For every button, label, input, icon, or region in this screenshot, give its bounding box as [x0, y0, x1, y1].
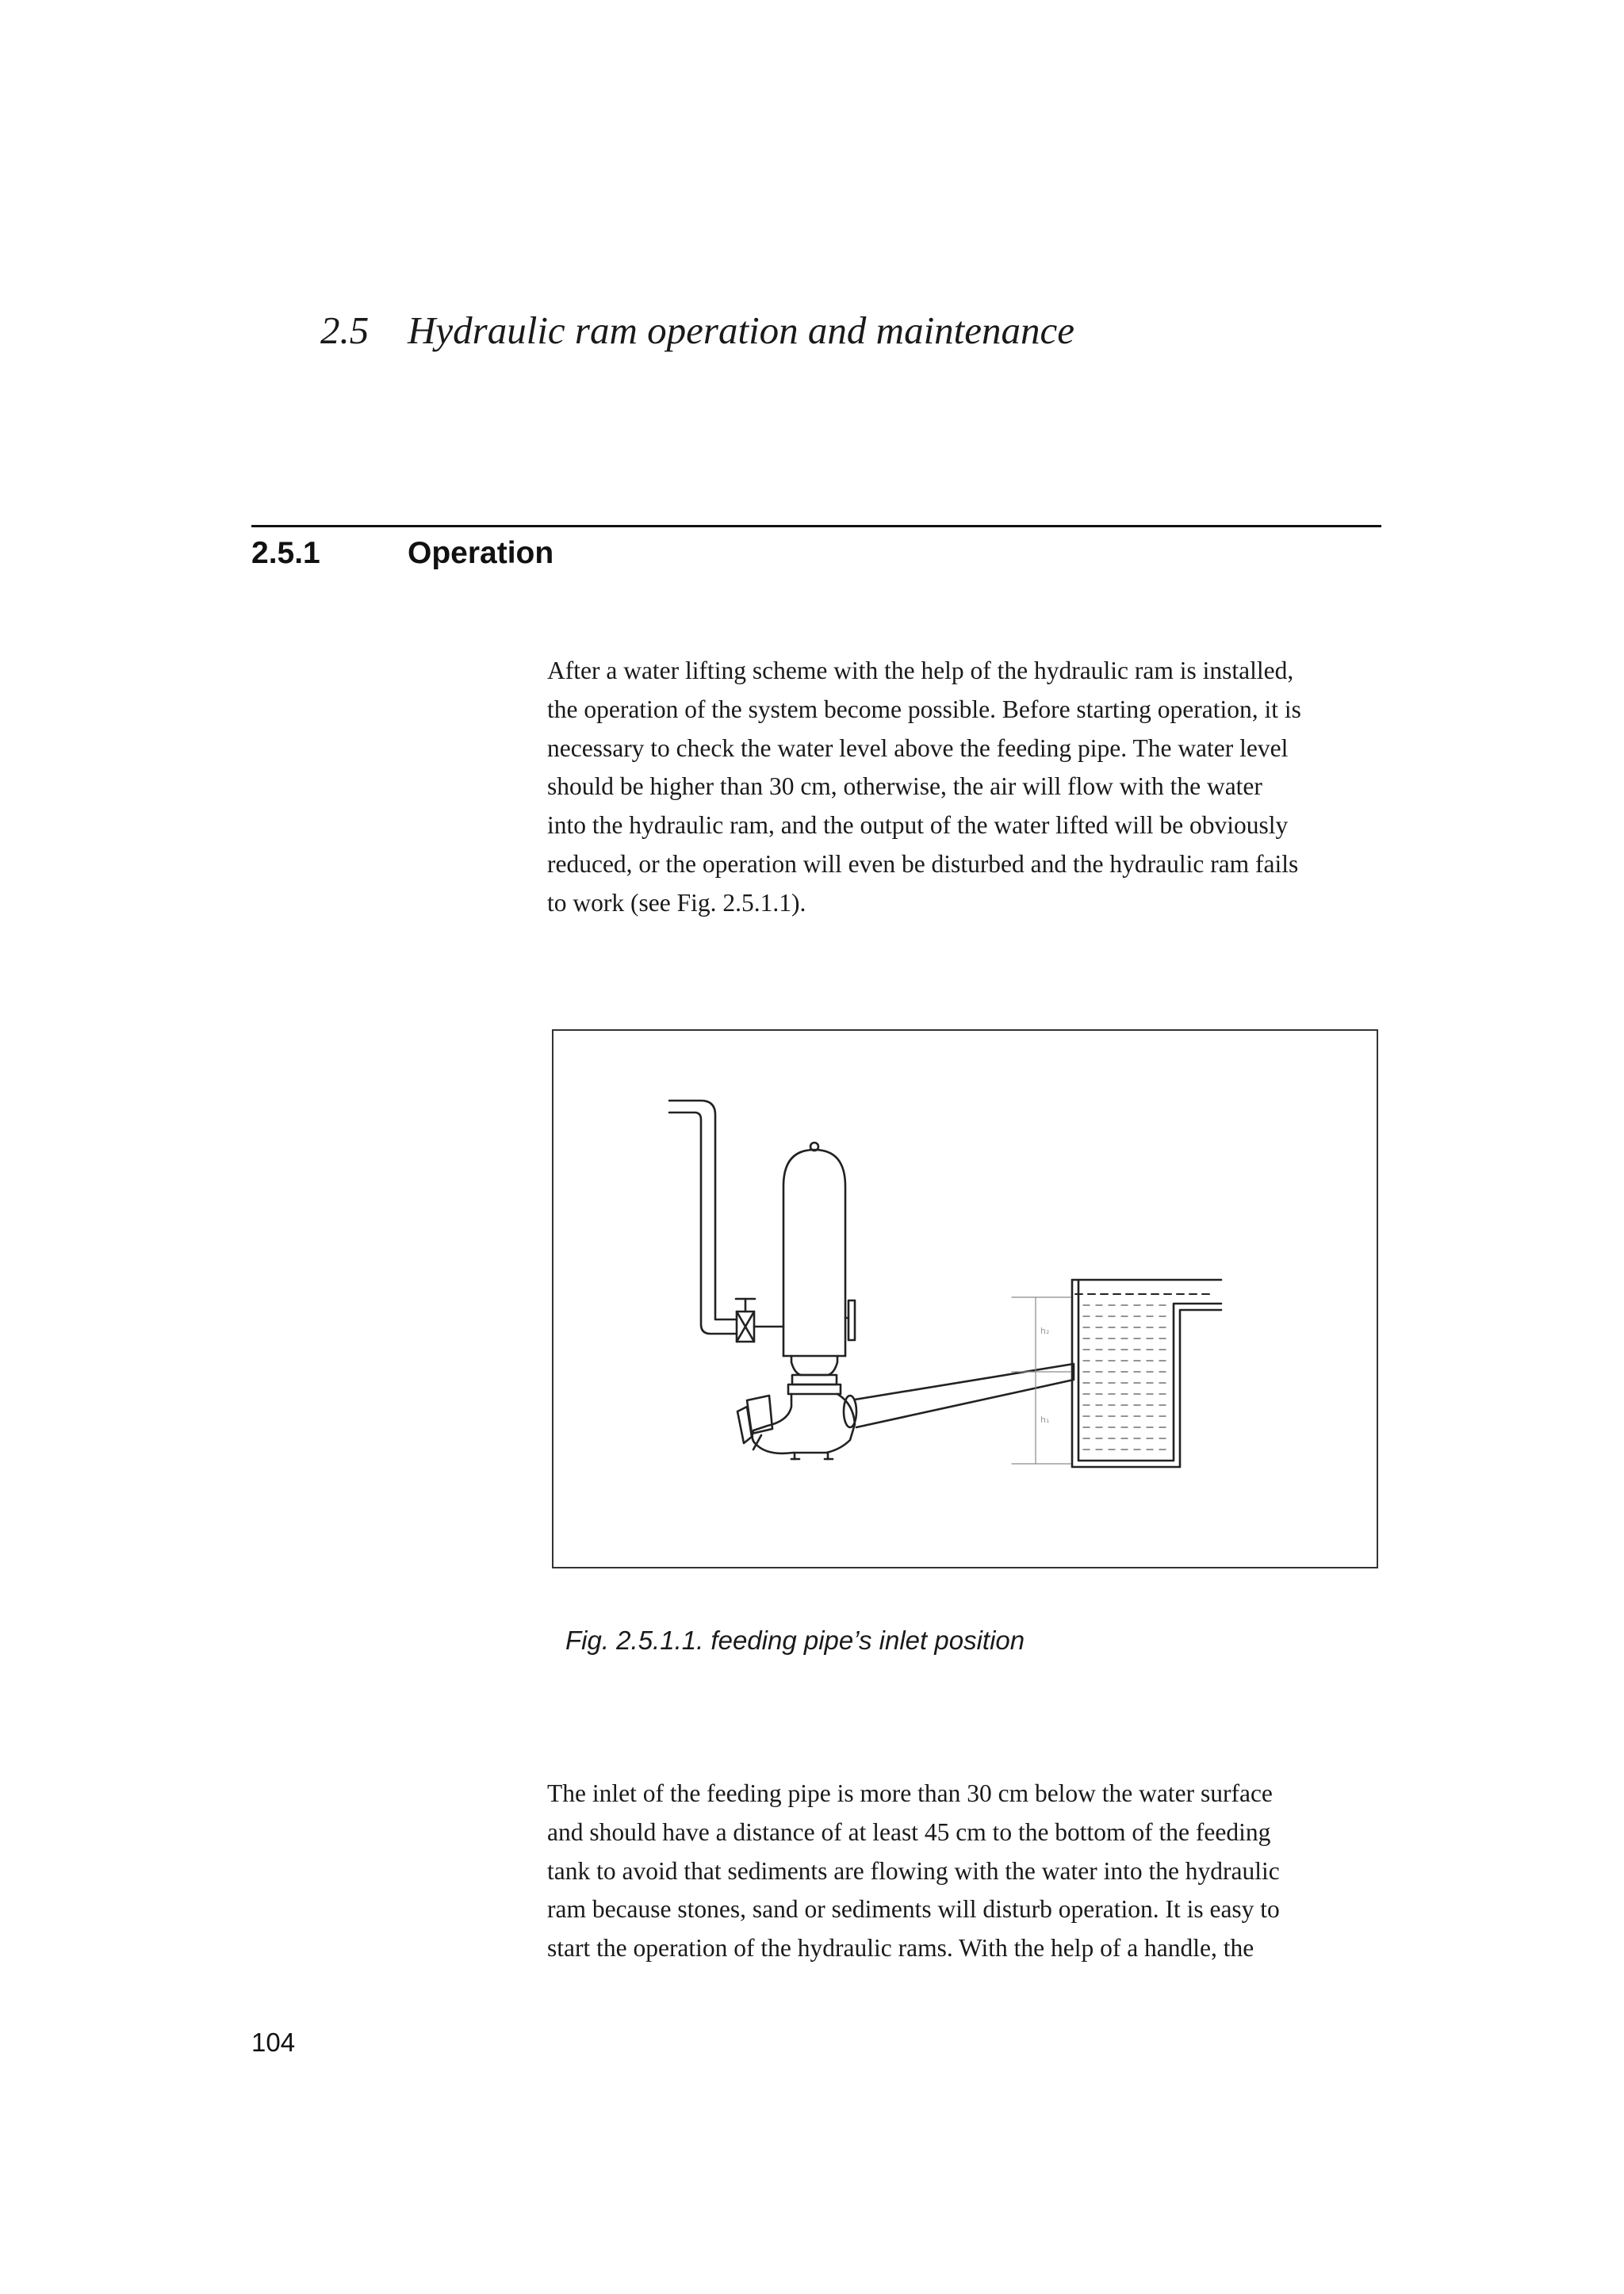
paragraph-feeding-pipe: [547, 1775, 1396, 1968]
text-line: into the hydraulic ram, and the output of the water lifted will be obviously: [547, 811, 1289, 840]
text-line: ram because stones, sand or sediments will disturb operation. It is easy to: [547, 1895, 1280, 1924]
delivery-pipe-inner: [669, 1113, 737, 1334]
dimension-lines: [1012, 1297, 1071, 1464]
text-line: should be higher than 30 cm, otherwise, the air will flow with the water: [547, 772, 1262, 801]
text-line: The inlet of the feeding pipe is more than 30 cm below the water surface: [547, 1779, 1273, 1807]
dimension-label-h1: h₁: [1040, 1415, 1050, 1425]
text-line: to work (see Fig. 2.5.1.1).: [547, 888, 806, 917]
water-lines: [1083, 1305, 1170, 1450]
page-number: 104: [251, 2028, 296, 2057]
subsection-number: 2.5.1: [251, 536, 320, 570]
text-line: the operation of the system become possible. Before starting operation, it is: [547, 695, 1301, 723]
dimension-label-h2: h₂: [1040, 1326, 1050, 1336]
paragraph-operation-intro: [547, 652, 1396, 923]
air-chamber-icon: [783, 1143, 855, 1375]
delivery-valve-icon: [736, 1299, 783, 1342]
heading-rule: [251, 525, 1381, 527]
text-line: tank to avoid that sediments are flowing with the water into the hydraulic: [547, 1856, 1280, 1885]
subsection-title: Operation: [408, 536, 554, 570]
delivery-pipe-outer: [669, 1101, 737, 1319]
section-heading: [320, 308, 1074, 353]
text-line: After a water lifting scheme with the help of the hydraulic ram is installed,: [547, 657, 1294, 684]
supply-tank-icon: [1072, 1280, 1221, 1467]
text-line: reduced, or the operation will even be disturbed and the hydraulic ram fails: [547, 849, 1299, 878]
section-title-text: Hydraulic ram operation and maintenance: [408, 308, 1075, 352]
figure-frame: [552, 1029, 1378, 1568]
text-line: and should have a distance of at least 45 cm to the bottom of the feeding: [547, 1817, 1271, 1846]
text-line: start the operation of the hydraulic rams. With the help of a handle, the: [547, 1934, 1254, 1963]
hydraulic-ram-diagram: [553, 1031, 1377, 1567]
section-number: 2.5: [320, 308, 370, 352]
ram-body-icon: [737, 1394, 856, 1459]
flange-icon: [788, 1375, 841, 1394]
figure-caption: Fig. 2.5.1.1. feeding pipe’s inlet position: [565, 1626, 1025, 1655]
text-line: necessary to check the water level above the feeding pipe. The water level: [547, 733, 1289, 762]
